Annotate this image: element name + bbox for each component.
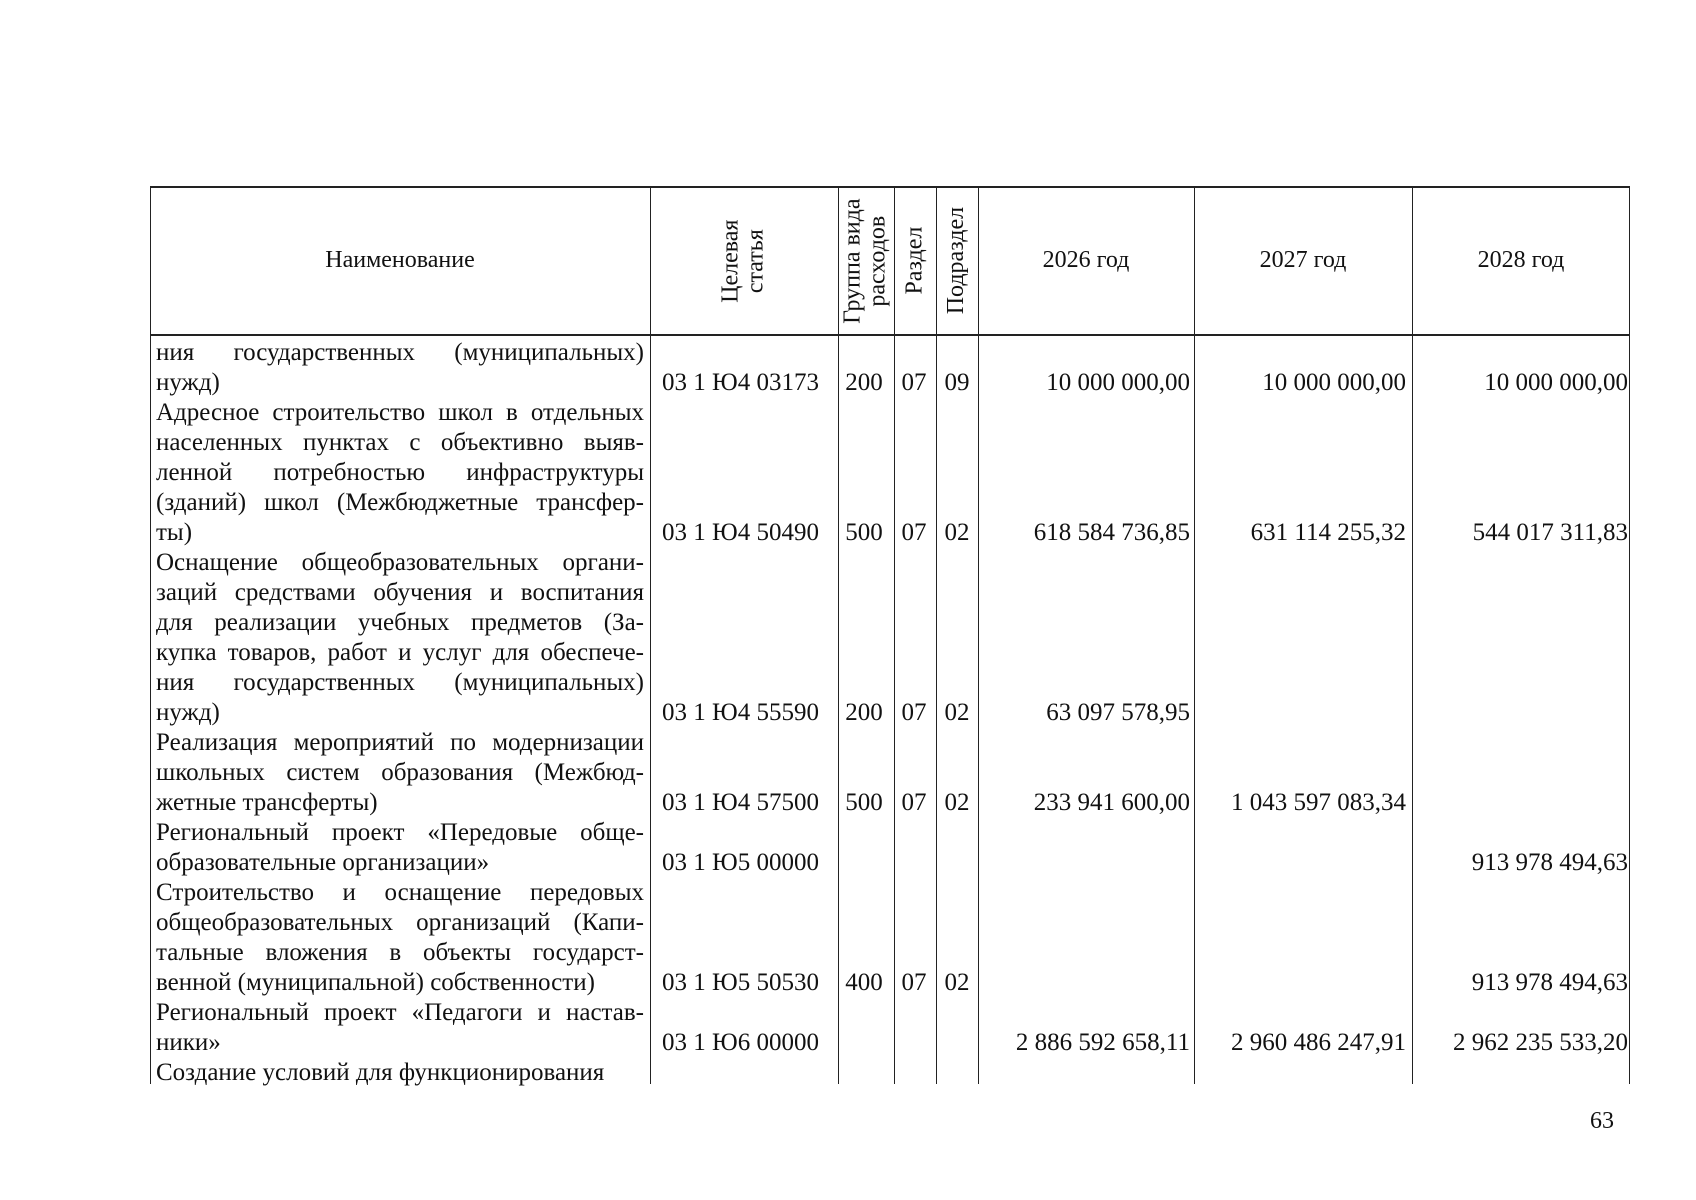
row-podrazdel: 02 xyxy=(944,969,970,996)
row-expense-group: 500 xyxy=(845,789,883,816)
row-target-code: 03 1 Ю4 57500 xyxy=(662,789,819,816)
table-row xyxy=(150,548,1630,728)
table-row xyxy=(150,818,1630,878)
row-name xyxy=(156,548,644,728)
row-name-line: населенных пунктах с объективно выяв- xyxy=(156,429,644,456)
row-amount-2026: 618 584 736,85 xyxy=(1033,519,1190,546)
row-name-line: (зданий) школ (Межбюджетные трансфер- xyxy=(156,489,644,516)
table-row xyxy=(150,398,1630,548)
row-name-line: Реализация мероприятий по модернизации xyxy=(156,729,644,756)
row-name-line: тальные вложения в объекты государст- xyxy=(156,939,644,966)
row-razdel: 07 xyxy=(901,519,927,546)
header-razdel-label: Раздел xyxy=(901,227,928,295)
header-group xyxy=(838,186,894,336)
row-podrazdel: 02 xyxy=(944,699,970,726)
header-group-label xyxy=(841,198,891,323)
row-name-line: купка товаров, работ и услуг для обеспече- xyxy=(156,639,644,666)
row-name-line: ния государственных (муниципальных) xyxy=(156,339,644,366)
row-name xyxy=(156,818,644,878)
header-2028 xyxy=(1412,186,1630,336)
budget-table xyxy=(150,186,1630,1084)
header-2027 xyxy=(1194,186,1412,336)
row-podrazdel: 02 xyxy=(944,789,970,816)
table-row xyxy=(150,998,1630,1058)
row-name-line: нужд) xyxy=(156,699,220,726)
row-name-line: заций средствами обучения и воспитания xyxy=(156,579,644,606)
table-row xyxy=(150,338,1630,398)
row-amount-2028: 544 017 311,83 xyxy=(1472,519,1628,546)
header-name-label: Наименование xyxy=(325,247,475,274)
row-amount-2028: 10 000 000,00 xyxy=(1484,369,1628,396)
row-name-line: Оснащение общеобразовательных органи- xyxy=(156,549,644,576)
row-name-line: школьных систем образования (Межбюд- xyxy=(156,759,644,786)
row-name-line: Адресное строительство школ в отдельных xyxy=(156,399,644,426)
row-amount-2026: 2 886 592 658,11 xyxy=(1015,1029,1190,1056)
row-name-line: ты) xyxy=(156,519,193,546)
header-podrazdel-label: Подраздел xyxy=(943,207,970,315)
header-2027-label: 2027 год xyxy=(1259,247,1347,274)
header-code xyxy=(650,186,838,336)
row-razdel: 07 xyxy=(901,789,927,816)
row-name-line: ники» xyxy=(156,1029,221,1056)
header-code-line1: Целевая xyxy=(717,219,744,303)
row-target-code: 03 1 Ю6 00000 xyxy=(662,1029,819,1056)
table-row xyxy=(150,878,1630,998)
row-name xyxy=(156,398,644,548)
row-razdel: 07 xyxy=(901,369,927,396)
row-name-line: Создание условий для функционирования xyxy=(156,1059,605,1086)
header-2026-label: 2026 год xyxy=(1042,247,1130,274)
row-amount-2026: 10 000 000,00 xyxy=(1046,369,1190,396)
row-name-line: ния государственных (муниципальных) xyxy=(156,669,644,696)
row-name-line: Строительство и оснащение передовых xyxy=(156,879,644,906)
header-code-line2: статья xyxy=(742,229,769,293)
row-amount-2028: 2 962 235 533,20 xyxy=(1453,1029,1628,1056)
table-row xyxy=(150,728,1630,818)
row-target-code: 03 1 Ю5 50530 xyxy=(662,969,819,996)
row-name-line: Региональный проект «Педагоги и настав- xyxy=(156,999,644,1026)
row-expense-group: 200 xyxy=(845,699,883,726)
row-razdel: 07 xyxy=(901,699,927,726)
row-expense-group: 200 xyxy=(845,369,883,396)
page-number: 63 xyxy=(1590,1108,1614,1134)
row-amount-2028: 913 978 494,63 xyxy=(1471,969,1628,996)
row-amount-2027: 631 114 255,32 xyxy=(1250,519,1406,546)
row-name-line: Региональный проект «Передовые обще- xyxy=(156,819,644,846)
row-amount-2027: 1 043 597 083,34 xyxy=(1231,789,1406,816)
header-group-line2: расходов xyxy=(865,215,891,307)
header-code-label xyxy=(719,219,769,302)
header-razdel xyxy=(894,186,936,336)
header-2026 xyxy=(978,186,1194,336)
header-name xyxy=(150,186,650,336)
row-name-line: ленной потребностью инфраструктуры xyxy=(156,459,644,486)
row-name-line: образовательные организации» xyxy=(156,849,490,876)
header-podrazdel xyxy=(936,186,978,336)
row-expense-group: 400 xyxy=(845,969,883,996)
row-expense-group: 500 xyxy=(845,519,883,546)
row-name xyxy=(156,338,644,398)
row-amount-2028: 913 978 494,63 xyxy=(1471,849,1628,876)
row-name xyxy=(156,878,644,998)
row-name xyxy=(156,1058,644,1088)
row-name xyxy=(156,998,644,1058)
row-target-code: 03 1 Ю4 50490 xyxy=(662,519,819,546)
row-name-line: жетные трансферты) xyxy=(156,789,378,816)
row-target-code: 03 1 Ю4 55590 xyxy=(662,699,819,726)
row-name-line: венной (муниципальной) собственности) xyxy=(156,969,595,996)
header-group-line1: Группа вида xyxy=(839,198,866,324)
row-name-line: общеобразовательных организаций (Капи- xyxy=(156,909,644,936)
row-target-code: 03 1 Ю5 00000 xyxy=(662,849,819,876)
row-amount-2026: 63 097 578,95 xyxy=(1046,699,1190,726)
row-name-line: для реализации учебных предметов (За- xyxy=(156,609,644,636)
row-amount-2027: 2 960 486 247,91 xyxy=(1231,1029,1406,1056)
row-podrazdel: 02 xyxy=(944,519,970,546)
row-target-code: 03 1 Ю4 03173 xyxy=(662,369,819,396)
row-name xyxy=(156,728,644,818)
row-name-line: нужд) xyxy=(156,369,220,396)
table-row xyxy=(150,1058,1630,1088)
header-2028-label: 2028 год xyxy=(1477,247,1565,274)
row-razdel: 07 xyxy=(901,969,927,996)
row-amount-2027: 10 000 000,00 xyxy=(1262,369,1406,396)
row-amount-2026: 233 941 600,00 xyxy=(1033,789,1190,816)
row-podrazdel: 09 xyxy=(944,369,970,396)
